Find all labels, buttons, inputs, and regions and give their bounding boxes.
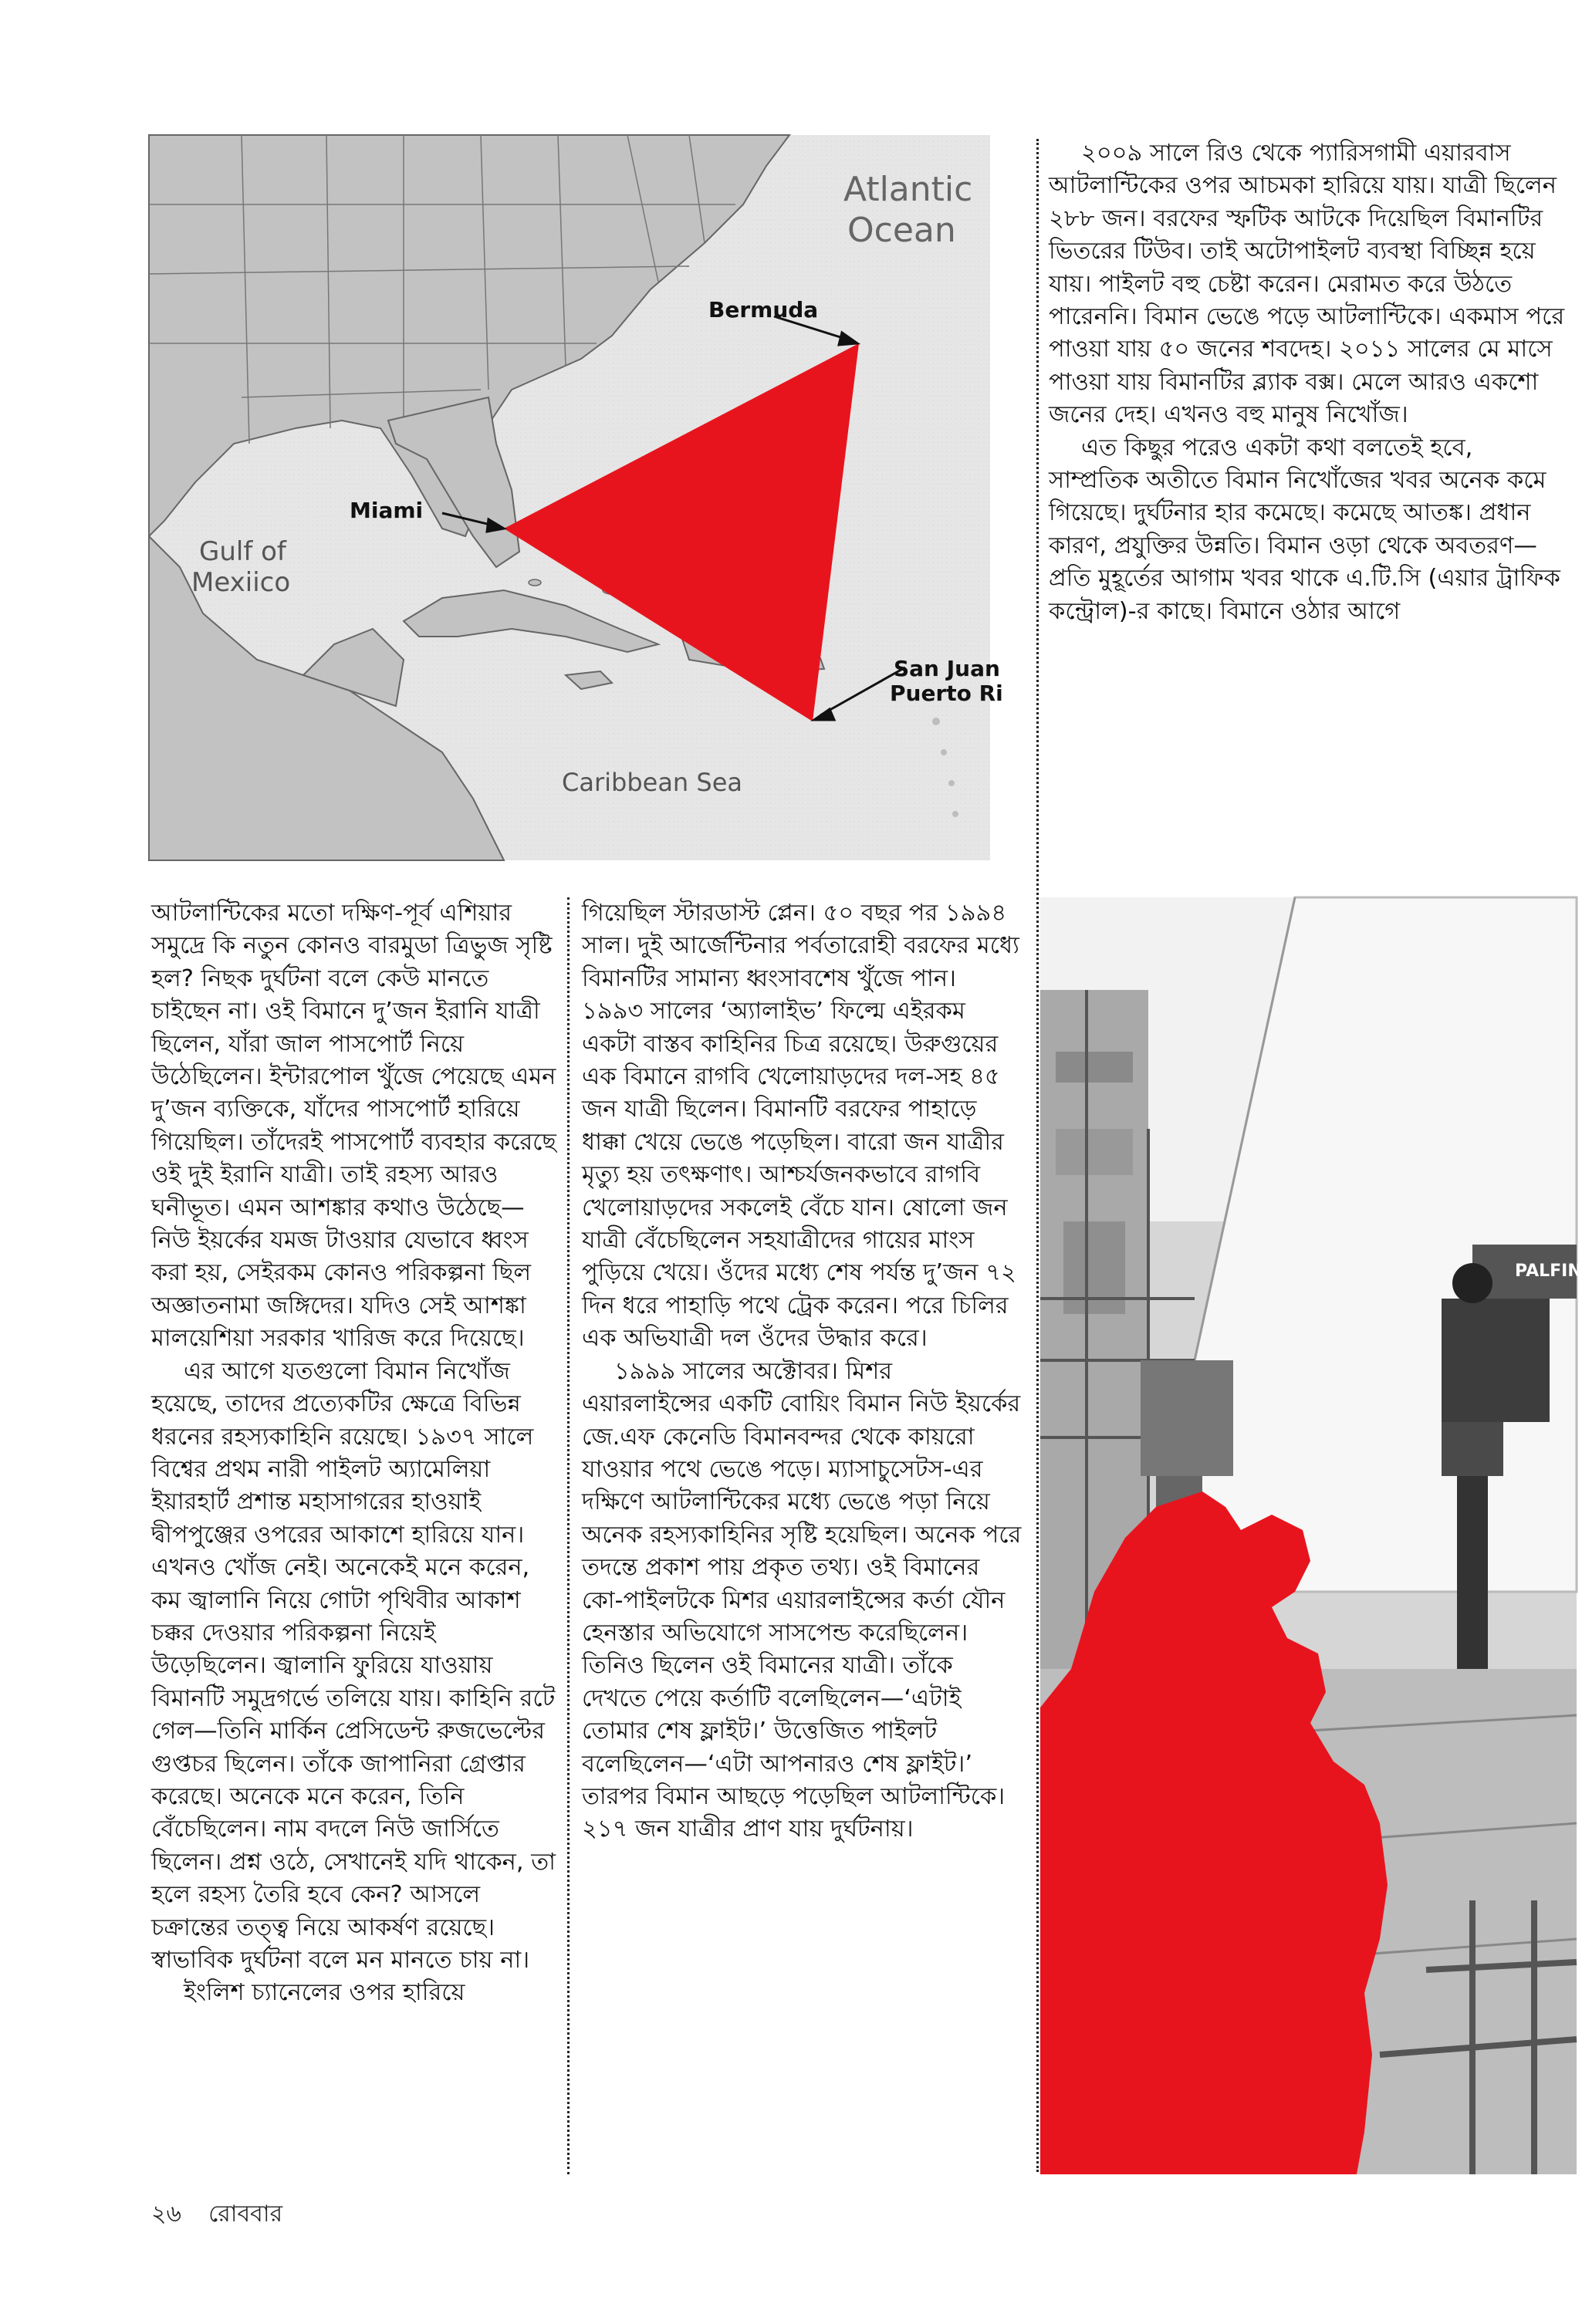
column-divider-middle	[567, 897, 570, 2174]
paragraph: ইংলিশ চ্যানেলের ওপর হারিয়ে	[184, 1979, 465, 2007]
paragraph: আটলান্টিকের মতো দক্ষিণ-পূর্ব এশিয়ার সমুদ্রে কি নতুন কোনও বারমুডা ত্রিভুজ সৃষ্টি হল? নিছক দুর্ঘটনা বলে কেউ মানতে চাইছেন না। ওই বিমানে দু’জন ইরানি যাত্রী ছিলেন, যাঁরা জাল পাসপোর্ট নিয়ে উঠেছিলেন। ইন্টারপোল খুঁজে পেয়েছে এমন দু’জন ব্যক্তিকে, যাঁদের পাসপোর্ট হারিয়ে গিয়েছিল। তাঁদেরই পাসপোর্ট ব্যবহার করেছে ওই দুই ইরানি যাত্রী। তাই রহস্য আরও ঘনীভূত। এমন আশঙ্কার কথাও উঠেছে—নিউ ইয়র্কের যমজ টাওয়ার যেভাবে ধ্বংস করা হয়, সেইরকম কোনও পরিকল্পনা ছিল অজ্ঞাতনামা জঙ্গিদের। যদিও সেই আশঙ্কা মালয়েশিয়া সরকার খারিজ করে দিয়েছে।	[151, 900, 556, 1353]
gulf-label-line1: Gulf of	[199, 536, 286, 567]
article-column-middle	[582, 897, 1022, 2170]
page-number: ২৬	[151, 2201, 182, 2228]
ocean-label-line1: Atlantic	[843, 170, 973, 209]
paragraph: এর আগে যতগুলো বিমান নিখোঁজ হয়েছে, তাদের প্রত্যেকটির ক্ষেত্রে বিভিন্ন ধরনের রহস্যকাহিনি রয়েছে। ১৯৩৭ সালে বিশ্বের প্রথম নারী পাইলট অ্যামেলিয়া ইয়ারহার্ট প্রশান্ত মহাসাগরের হাওয়াই দ্বীপপুঞ্জের ওপরের আকাশে হারিয়ে যান। এখনও খোঁজ নেই। অনেকেই মনে করেন, কম জ্বালানি নিয়ে গোটা পৃথিবীর আকাশ চক্কর দেওয়ার পরিকল্পনা নিয়েই উড়েছিলেন। জ্বালানি ফুরিয়ে যাওয়ায় বিমানটি সমুদ্রগর্ভে তলিয়ে যায়। কাহিনি রটে গেল—তিনি মার্কিন প্রেসিডেন্ট রুজভেল্টের গুপ্তচর ছিলেন। তাঁকে জাপানিরা গ্রেপ্তার করেছে। অনেকে মনে করেন, তিনি বেঁচেছিলেন। নাম বদলে নিউ জার্সিতে ছিলেন। প্রশ্ন ওঠে, সেখানেই যদি থাকেন, তা হলে রহস্য তৈরি হবে কেন? আসলে চক্রান্তের তত্ত্ব নিয়ে আকর্ষণ রয়েছে। স্বাভাবিক দুর্ঘটনা বলে মন মানতে চায় না।	[151, 1357, 556, 1974]
san-juan-label-line1: San Juan	[894, 656, 1000, 681]
paragraph: গিয়েছিল স্টারডাস্ট প্লেন। ৫০ বছর পর ১৯৯৪ সাল। দুই আর্জেন্টিনার পর্বতারোহী বরফের মধ্যে বিমানটির সামান্য ধ্বংসাবশেষ খুঁজে পান। ১৯৯৩ সালের ‘অ্যালাইভ’ ফিল্মে এইরকম একটা বাস্তব কাহিনির চিত্র রয়েছে। উরুগুয়ের এক বিমানে রাগবি খেলোয়াড়দের দল-সহ ৪৫ জন যাত্রী ছিলেন। বিমানটি বরফের পাহাড়ে ধাক্কা খেয়ে ভেঙে পড়েছিল। বারো জন যাত্রীর মৃত্যু হয় তৎক্ষণাৎ। আশ্চর্যজনকভাবে রাগবি খেলোয়াড়দের সকলেই বেঁচে যান। ষোলো জন যাত্রী বেঁচেছিলেন সহযাত্রীদের গায়ের মাংস পুড়িয়ে খেয়ে। ওঁদের মধ্যে শেষ পর্যন্ত দু’জন ৭২ দিন ধরে পাহাড়ি পথে ট্রেক করেন। পরে চিলির এক অভিযাত্রী দল ওঁদের উদ্ধার করে।	[582, 900, 1019, 1353]
magazine-name: রোববার	[208, 2201, 283, 2228]
ship-deck-photo	[1040, 897, 1582, 2174]
bermuda-triangle-map	[149, 135, 1003, 860]
paragraph: ২০০৯ সালে রিও থেকে প্যারিসগামী এয়ারবাস আটলান্টিকের ওপর আচমকা হারিয়ে যায়। যাত্রী ছিলেন ২৮৮ জন। বরফের স্ফটিক আটকে দিয়েছিল বিমানটির ভিতরের টিউব। তাই অটোপাইলট ব্যবস্থা বিচ্ছিন্ন হয়ে যায়। পাইলট বহু চেষ্টা করেন। মেরামত করে উঠতে পারেননি। বিমান ভেঙে পড়ে আটলান্টিকে। একমাস পরে পাওয়া যায় ৫০ জনের শবদেহ। ২০১১ সালের মে মাসে পাওয়া যায় বিমানটির ব্ল্যাক বক্স। মেলে আরও একশো জনের দেহ। এখনও বহু মানুষ নিখোঁজ।	[1049, 140, 1565, 429]
paragraph: ১৯৯৯ সালের অক্টোবর। মিশর এয়ারলাইন্সের একটি বোয়িং বিমান নিউ ইয়র্কের জে.এফ কেনেডি বিমানবন্দর থেকে কায়রো যাওয়ার পথে ভেঙে পড়ে। ম্যাসাচুসেটস-এর দক্ষিণে আটলান্টিকের মধ্যে ভেঙে পড়া নিয়ে অনেক রহস্যকাহিনির সৃষ্টি হয়েছিল। অনেক পরে তদন্তে প্রকাশ পায় প্রকৃত তথ্য। ওই বিমানের কো-পাইলটকে মিশর এয়ারলাইন্সের কর্তা যৌন হেনস্তার অভিযোগে সাসপেন্ড করেছিলেন। তিনিও ছিলেন ওই বিমানের যাত্রী। তাঁকে দেখতে পেয়ে কর্তাটি বলেছিলেন—‘এটাই তোমার শেষ ফ্লাইট।’ উত্তেজিত পাইলট বলেছিলেন—‘এটা আপনারও শেষ ফ্লাইট।’ তারপর বিমান আছড়ে পড়েছিল আটলান্টিকে। ২১৭ জন যাত্রীর প্রাণ যায় দুর্ঘটনায়।	[582, 1357, 1022, 1843]
ocean-label-line2: Ocean	[847, 211, 956, 250]
gulf-label-line2: Mexiico	[191, 567, 291, 598]
miami-label: Miami	[350, 498, 424, 523]
article-column-right-top	[1049, 137, 1566, 878]
article-column-left	[151, 897, 556, 2170]
caribbean-label: Caribbean Sea	[562, 768, 742, 797]
page-footer	[151, 2195, 282, 2234]
crane-sign: PALFIN	[1515, 1262, 1582, 1281]
photo-graphic	[1040, 897, 1577, 2174]
paragraph: এত কিছুর পরেও একটা কথা বলতেই হবে, সাম্প্রতিক অতীতে বিমান নিখোঁজের খবর অনেক কমে গিয়েছে। দুর্ঘটনার হার কমেছে। কমেছে আতঙ্ক। প্রধান কারণ, প্রযুক্তির উন্নতি। বিমান ওড়া থেকে অবতরণ—প্রতি মুহূর্তের আগাম খবর থাকে এ.টি.সি (এয়ার ট্রাফিক কন্ট্রোল)-র কাছে। বিমানে ওঠার আগে	[1049, 434, 1560, 625]
bermuda-label: Bermuda	[708, 297, 819, 323]
san-juan-label-line2: Puerto Ri	[890, 681, 1003, 706]
column-divider-right	[1036, 139, 1039, 2172]
